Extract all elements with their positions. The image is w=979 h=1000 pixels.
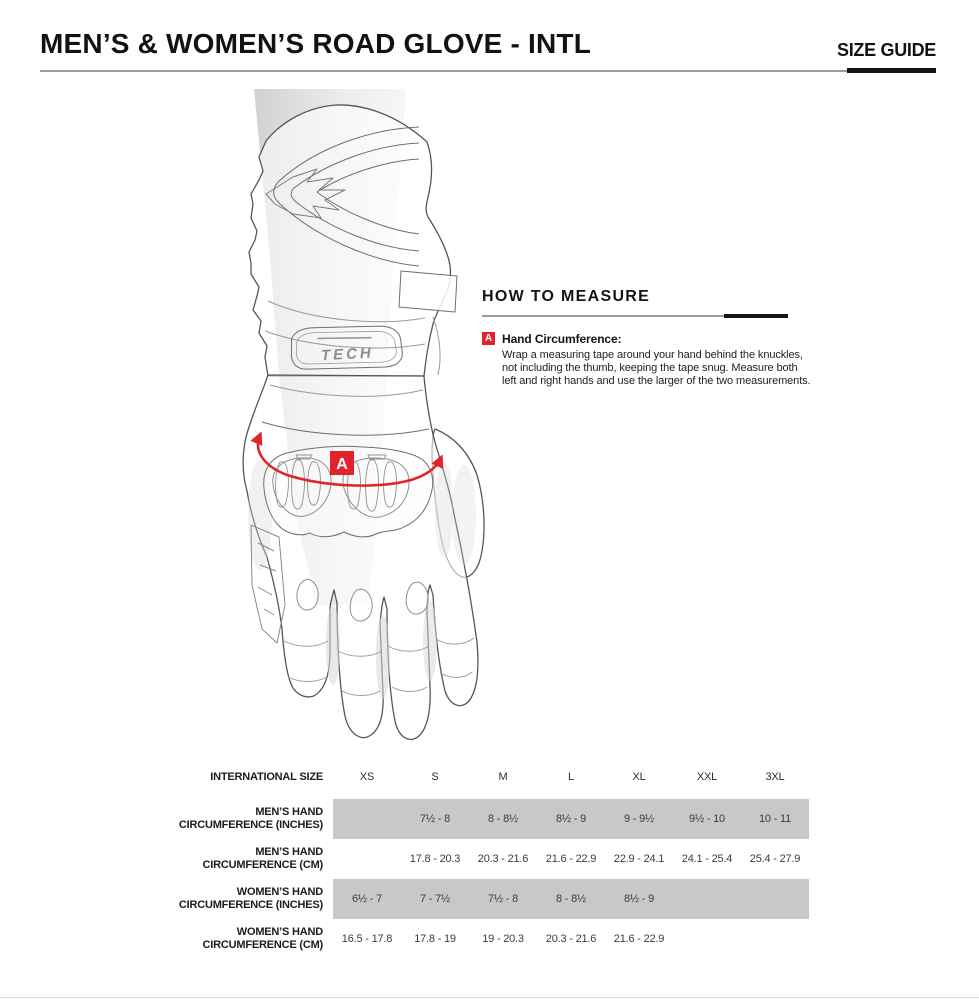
size-cell: 19 - 20.3 [482, 933, 524, 945]
size-cell [741, 919, 809, 959]
size-col-xs: XS [359, 771, 375, 783]
size-guide-label: SIZE GUIDE [836, 40, 936, 60]
size-cell [333, 799, 401, 839]
header-divider [40, 70, 936, 72]
row-label: MEN’S HAND CIRCUMFERENCE (CM) [202, 846, 323, 871]
size-table-header-label: INTERNATIONAL SIZE [210, 770, 323, 783]
table-row-womens-inches [150, 879, 809, 919]
measure-item-line2: not including the thumb, keeping the tape snug. Measure both [502, 362, 798, 374]
row-label: MEN’S HAND CIRCUMFERENCE (INCHES) [178, 806, 323, 831]
logo-text: TECH [320, 344, 375, 365]
page-title: MEN’S & WOMEN’S ROAD GLOVE - INTL [40, 28, 592, 59]
how-to-measure-heading: HOW TO MEASURE [482, 288, 651, 305]
size-cell: 6½ - 7 [352, 893, 382, 905]
size-cell [673, 879, 741, 919]
how-to-measure-divider-accent [724, 314, 788, 318]
how-to-measure-divider [482, 315, 788, 317]
table-row-mens-cm [150, 839, 809, 879]
measurement-marker-a-label: A [336, 456, 348, 473]
marker-a-badge: A [482, 332, 495, 345]
wrist-strap [399, 271, 457, 312]
size-cell [333, 839, 401, 879]
measure-item-hand-circumference [482, 332, 822, 346]
size-cell: 17.8 - 19 [414, 933, 456, 945]
row-label: WOMEN’S HAND CIRCUMFERENCE (INCHES) [178, 886, 323, 911]
size-col-xl: XL [632, 771, 646, 783]
size-cell: 21.6 - 22.9 [613, 933, 665, 945]
table-row-womens-cm [150, 919, 809, 959]
size-cell: 9 - 9½ [624, 813, 654, 825]
size-cell [673, 919, 741, 959]
header-divider-accent [847, 68, 936, 73]
size-cell: 8 - 8½ [488, 813, 518, 825]
size-col-xxl: XXL [696, 771, 718, 783]
measure-item-line3: left and right hands and use the larger of the two measurements. [502, 375, 811, 387]
size-cell: 24.1 - 25.4 [681, 853, 733, 865]
measurement-marker-a [330, 451, 354, 475]
size-col-m: M [498, 771, 508, 783]
glove-silhouette [243, 105, 484, 739]
size-table [150, 755, 809, 959]
size-cell: 22.9 - 24.1 [613, 853, 665, 865]
size-col-s: S [431, 771, 439, 783]
size-cell: 16.5 - 17.8 [341, 933, 393, 945]
measure-item-line1: Wrap a measuring tape around your hand behind the knuckles, [502, 349, 803, 361]
size-cell: 21.6 - 22.9 [545, 853, 597, 865]
size-cell: 7½ - 8 [420, 813, 450, 825]
size-cell: 25.4 - 27.9 [749, 853, 801, 865]
measure-item-description [502, 349, 822, 388]
size-cell: 20.3 - 21.6 [545, 933, 597, 945]
table-row-mens-inches [150, 799, 809, 839]
size-cell: 20.3 - 21.6 [477, 853, 529, 865]
page-bottom-divider [0, 997, 979, 998]
size-table-header-cells [333, 755, 809, 799]
size-cell: 17.8 - 20.3 [409, 853, 461, 865]
size-cell: 9½ - 10 [689, 813, 725, 825]
size-col-l: L [568, 771, 574, 783]
size-cell [741, 879, 809, 919]
size-cell: 7½ - 8 [488, 893, 518, 905]
size-cell: 8 - 8½ [556, 893, 586, 905]
size-cell: 7 - 7½ [420, 893, 450, 905]
row-label: WOMEN’S HAND CIRCUMFERENCE (CM) [202, 926, 323, 951]
size-cell: 10 - 11 [758, 813, 792, 825]
size-cell: 8½ - 9 [556, 813, 586, 825]
size-cell: 8½ - 9 [624, 893, 654, 905]
how-to-measure-section [482, 288, 822, 388]
size-table-header-row [150, 755, 809, 799]
glove-illustration [220, 85, 500, 745]
measure-item-title: Hand Circumference: [502, 332, 622, 346]
size-col-3xl: 3XL [765, 771, 785, 783]
